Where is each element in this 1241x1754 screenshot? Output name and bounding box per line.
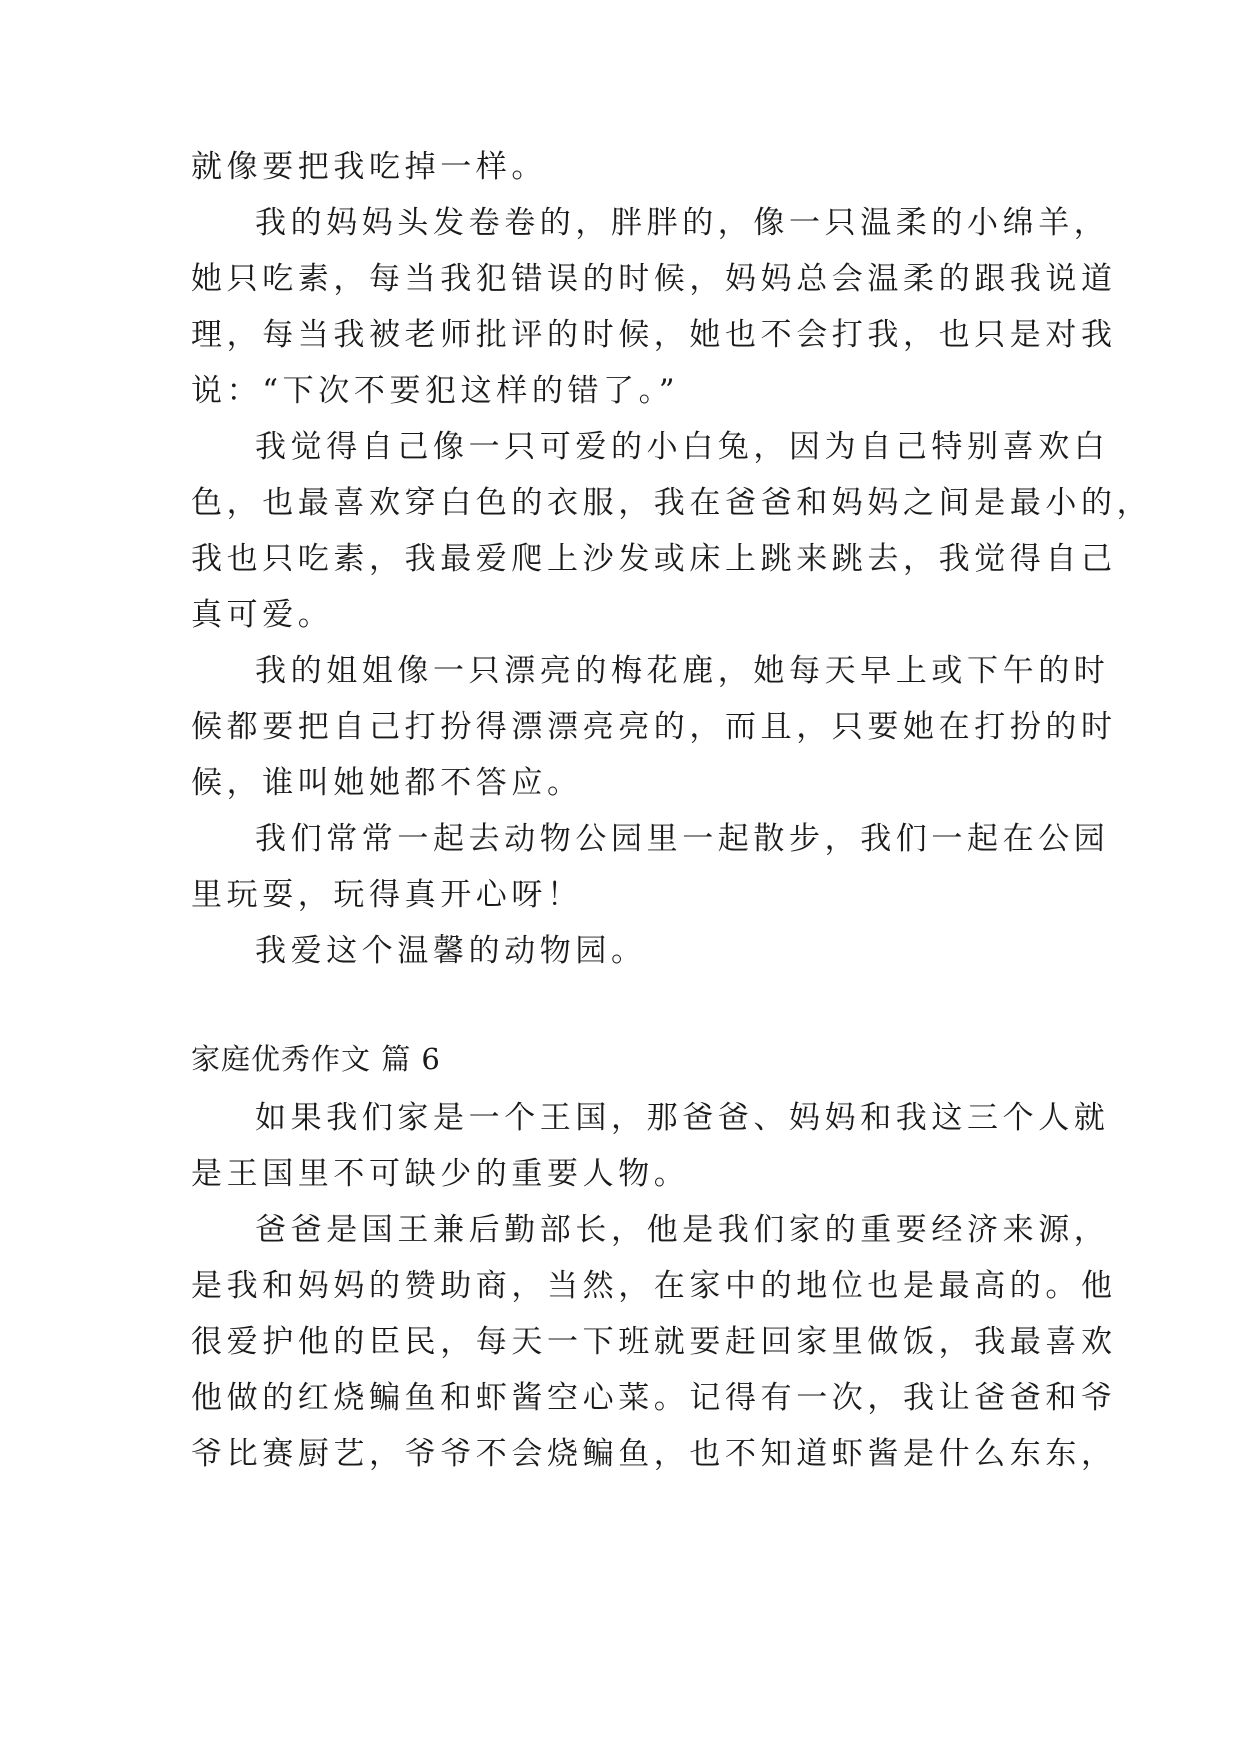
text-line: 我的姐姐像一只漂亮的梅花鹿，她每天早上或下午的时: [255, 653, 1110, 689]
text-line: 她只吃素，每当我犯错误的时候，妈妈总会温柔的跟我说道: [191, 261, 1117, 297]
text-line: 就像要把我吃掉一样。: [191, 149, 547, 185]
text-line: 是我和妈妈的赞助商，当然，在家中的地位也是最高的。他: [191, 1268, 1117, 1304]
text-line: 我们常常一起去动物公园里一起散步，我们一起在公园: [255, 821, 1110, 857]
text-line: 里玩耍，玩得真开心呀！: [191, 877, 583, 913]
text-line: 是王国里不可缺少的重要人物。: [191, 1156, 690, 1192]
text-line: 色，也最喜欢穿白色的衣服，我在爸爸和妈妈之间是最小的，: [191, 485, 1153, 521]
text-line: 很爱护他的臣民，每天一下班就要赶回家里做饭，我最喜欢: [191, 1324, 1117, 1360]
text-line: 爸爸是国王兼后勤部长，他是我们家的重要经济来源，: [255, 1212, 1110, 1248]
text-line: 候，谁叫她她都不答应。: [191, 765, 583, 801]
text-line: 真可爱。: [191, 597, 334, 633]
text-line: 我的妈妈头发卷卷的，胖胖的，像一只温柔的小绵羊，: [255, 205, 1110, 241]
section-heading: 家庭优秀作文 篇 6: [191, 1042, 441, 1076]
text-line: 他做的红烧鳊鱼和虾酱空心菜。记得有一次，我让爸爸和爷: [191, 1380, 1117, 1416]
text-line: 我觉得自己像一只可爱的小白兔，因为自己特别喜欢白: [255, 429, 1110, 465]
text-line: 我也只吃素，我最爱爬上沙发或床上跳来跳去，我觉得自己: [191, 541, 1117, 577]
text-line: 理，每当我被老师批评的时候，她也不会打我，也只是对我: [191, 317, 1117, 353]
text-line: 候都要把自己打扮得漂漂亮亮的，而且，只要她在打扮的时: [191, 709, 1117, 745]
text-line: 如果我们家是一个王国，那爸爸、妈妈和我这三个人就: [255, 1100, 1110, 1136]
text-line: 爷比赛厨艺，爷爷不会烧鳊鱼，也不知道虾酱是什么东东，: [191, 1436, 1117, 1472]
text-line: 说：“下次不要犯这样的错了。”: [191, 373, 680, 409]
text-line: 我爱这个温馨的动物园。: [255, 933, 647, 969]
